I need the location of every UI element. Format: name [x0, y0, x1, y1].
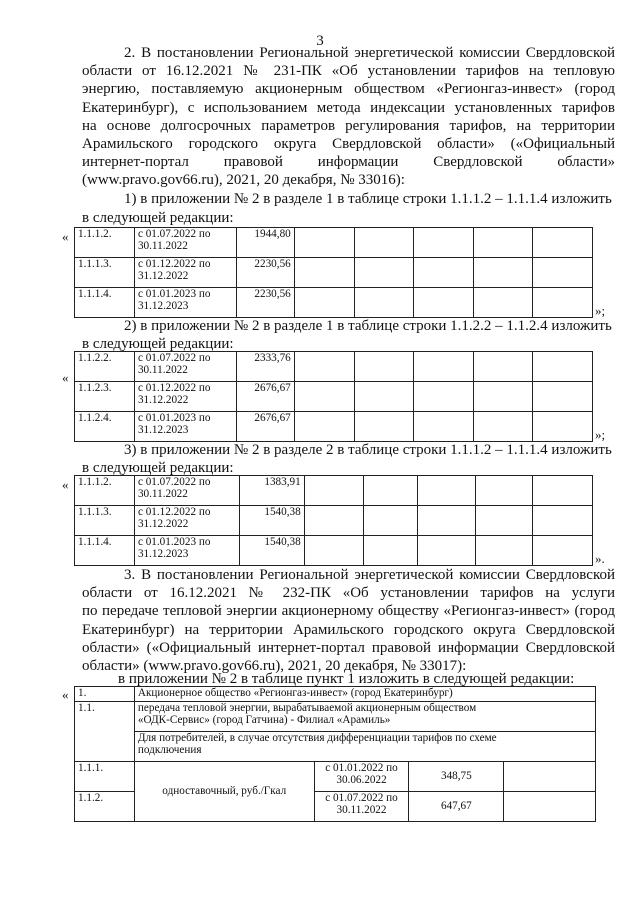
table-row	[75, 228, 593, 258]
paragraph-line: (www.pravo.gov66.ru), 2021, 20 декабря, № 33016):	[82, 172, 405, 189]
table-row	[75, 506, 593, 536]
row-period: с 01.12.2022 по 31.12.2022	[134, 258, 236, 288]
row-code: 1.1.1.4.	[75, 536, 135, 566]
tariff-table-1	[74, 227, 593, 318]
table-row	[75, 702, 596, 732]
table-row	[75, 732, 596, 762]
row-value: 1944,80	[236, 228, 294, 258]
open-quote: «	[62, 229, 69, 244]
consumer-description: Для потребителей, в случае отсутствия дифференциации тарифов по схеме подключения	[134, 732, 595, 762]
row-period: с 01.12.2022 по 31.12.2022	[134, 382, 236, 412]
row-value: 1540,38	[239, 506, 304, 536]
row-code: 1.1.1.	[75, 762, 135, 792]
item-3-intro: 3) в приложении № 2 в разделе 2 в таблице строки 1.1.1.2 – 1.1.1.4 изложить	[124, 442, 612, 458]
row-code: 1.1.2.	[75, 792, 135, 822]
table-row	[75, 258, 593, 288]
table-row	[75, 412, 593, 442]
paragraph-line: области от 16.12.2021 № 232-ПК «Об установлении тарифов на услуги	[82, 585, 615, 602]
paragraph-line: области» («Официальный интернет-портал правовой информации Свердловской	[82, 639, 615, 656]
row-code: 1.1.1.3.	[75, 506, 135, 536]
row-code: 1.1.2.3.	[75, 382, 135, 412]
row-period: с 01.07.2022 по 30.11.2022	[134, 352, 236, 382]
row-value: 1383,91	[239, 476, 304, 506]
row-code: 1.1.1.2.	[75, 228, 135, 258]
close-quote: »;	[595, 303, 606, 318]
paragraph-line: области» (www.pravo.gov66.ru), 2021, 20 декабря, № 33017):	[82, 658, 467, 675]
row-value: 2676,67	[236, 382, 294, 412]
row-code: 1.1.1.2.	[75, 476, 135, 506]
row-period: с 01.01.2022 по 30.06.2022	[314, 762, 409, 792]
row-value: 1540,38	[239, 536, 304, 566]
item-1-intro: 1) в приложении № 2 в разделе 1 в таблице строки 1.1.1.2 – 1.1.1.4 изложить	[124, 191, 612, 207]
item-3-intro-cont: в следующей редакции:	[82, 460, 234, 476]
row-period: с 01.12.2022 по 31.12.2022	[134, 506, 239, 536]
tariff-table-2	[74, 351, 593, 442]
section-2-paragraph	[82, 44, 615, 190]
open-quote: «	[62, 370, 69, 385]
close-quote: ».	[595, 551, 605, 566]
table-row	[75, 382, 593, 412]
table-row	[75, 762, 596, 792]
paragraph-line: области от 16.12.2021 № 231-ПК «Об установлении тарифов на тепловую	[82, 63, 615, 80]
table-row	[75, 687, 596, 702]
item-2-intro: 2) в приложении № 2 в разделе 1 в таблице строки 1.1.2.2 – 1.1.2.4 изложить	[124, 318, 612, 334]
row-period: с 01.07.2022 по 30.11.2022	[314, 792, 409, 822]
row-code: 1.1.1.4.	[75, 288, 135, 318]
paragraph-line: Екатеринбург) на территории Арамильского городского округа Свердловской	[82, 621, 615, 638]
paragraph-line: Арамильского городского округа Свердловской области» («Официальный	[82, 136, 615, 153]
row-code: 1.1.2.4.	[75, 412, 135, 442]
row-value: 2230,56	[236, 258, 294, 288]
row-value: 647,67	[409, 792, 504, 822]
item-1-intro-cont: в следующей редакции:	[82, 210, 234, 226]
open-quote: «	[62, 687, 69, 702]
company-name: Акционерное общество «Регионгаз-инвест» (город Екатеринбург)	[134, 687, 595, 702]
table-row	[75, 476, 593, 506]
rate-type: одноставочный, руб./Гкал	[134, 762, 314, 822]
paragraph-line: интернет-портал правовой информации Свердловской области»	[82, 154, 615, 171]
table-row	[75, 352, 593, 382]
row-code: 1.1.1.3.	[75, 258, 135, 288]
row-period: с 01.07.2022 по 30.11.2022	[134, 476, 239, 506]
paragraph-line: 2. В постановлении Региональной энергетической комиссии Свердловской	[124, 45, 615, 61]
section-3-intro: в приложении № 2 в таблице пункт 1 изложить в следующей редакции:	[118, 671, 575, 687]
paragraph-line: на основе долгосрочных параметров регулирования тарифов, на территории	[82, 117, 615, 134]
row-value: 2333,76	[236, 352, 294, 382]
row-value: 2676,67	[236, 412, 294, 442]
table-row	[75, 536, 593, 566]
section-3-paragraph	[82, 566, 615, 675]
row-code: 1.1.2.2.	[75, 352, 135, 382]
tariff-table-3	[74, 475, 593, 566]
row-period: с 01.01.2023 по 31.12.2023	[134, 536, 239, 566]
row-code: 1.	[75, 687, 135, 702]
row-value: 348,75	[409, 762, 504, 792]
services-tariff-table	[74, 686, 596, 822]
row-period: с 01.07.2022 по 30.11.2022	[134, 228, 236, 258]
row-code: 1.1.	[75, 702, 135, 762]
paragraph-line: 3. В постановлении Региональной энергетической комиссии Свердловской	[124, 567, 615, 583]
paragraph-line: по передаче тепловой энергии акционерному обществу «Регионгаз-инвест» (город	[82, 603, 615, 620]
open-quote: «	[62, 477, 69, 492]
page-number: 3	[316, 33, 324, 49]
paragraph-line: Екатеринбург), с использованием метода индексации установленных тарифов	[82, 99, 615, 116]
row-period: с 01.01.2023 по 31.12.2023	[134, 412, 236, 442]
paragraph-line: энергию, поставляемую акционерным обществом «Регионгаз-инвест» (город	[82, 81, 615, 98]
table-row	[75, 288, 593, 318]
close-quote: »;	[595, 427, 606, 442]
row-value: 2230,56	[236, 288, 294, 318]
item-2-intro-cont: в следующей редакции:	[82, 336, 234, 352]
service-description: передача тепловой энергии, вырабатываемой акционерным обществом «ОДК-Сервис» (город Гатчина) - Филиал «Арамиль»	[134, 702, 595, 732]
row-period: с 01.01.2023 по 31.12.2023	[134, 288, 236, 318]
